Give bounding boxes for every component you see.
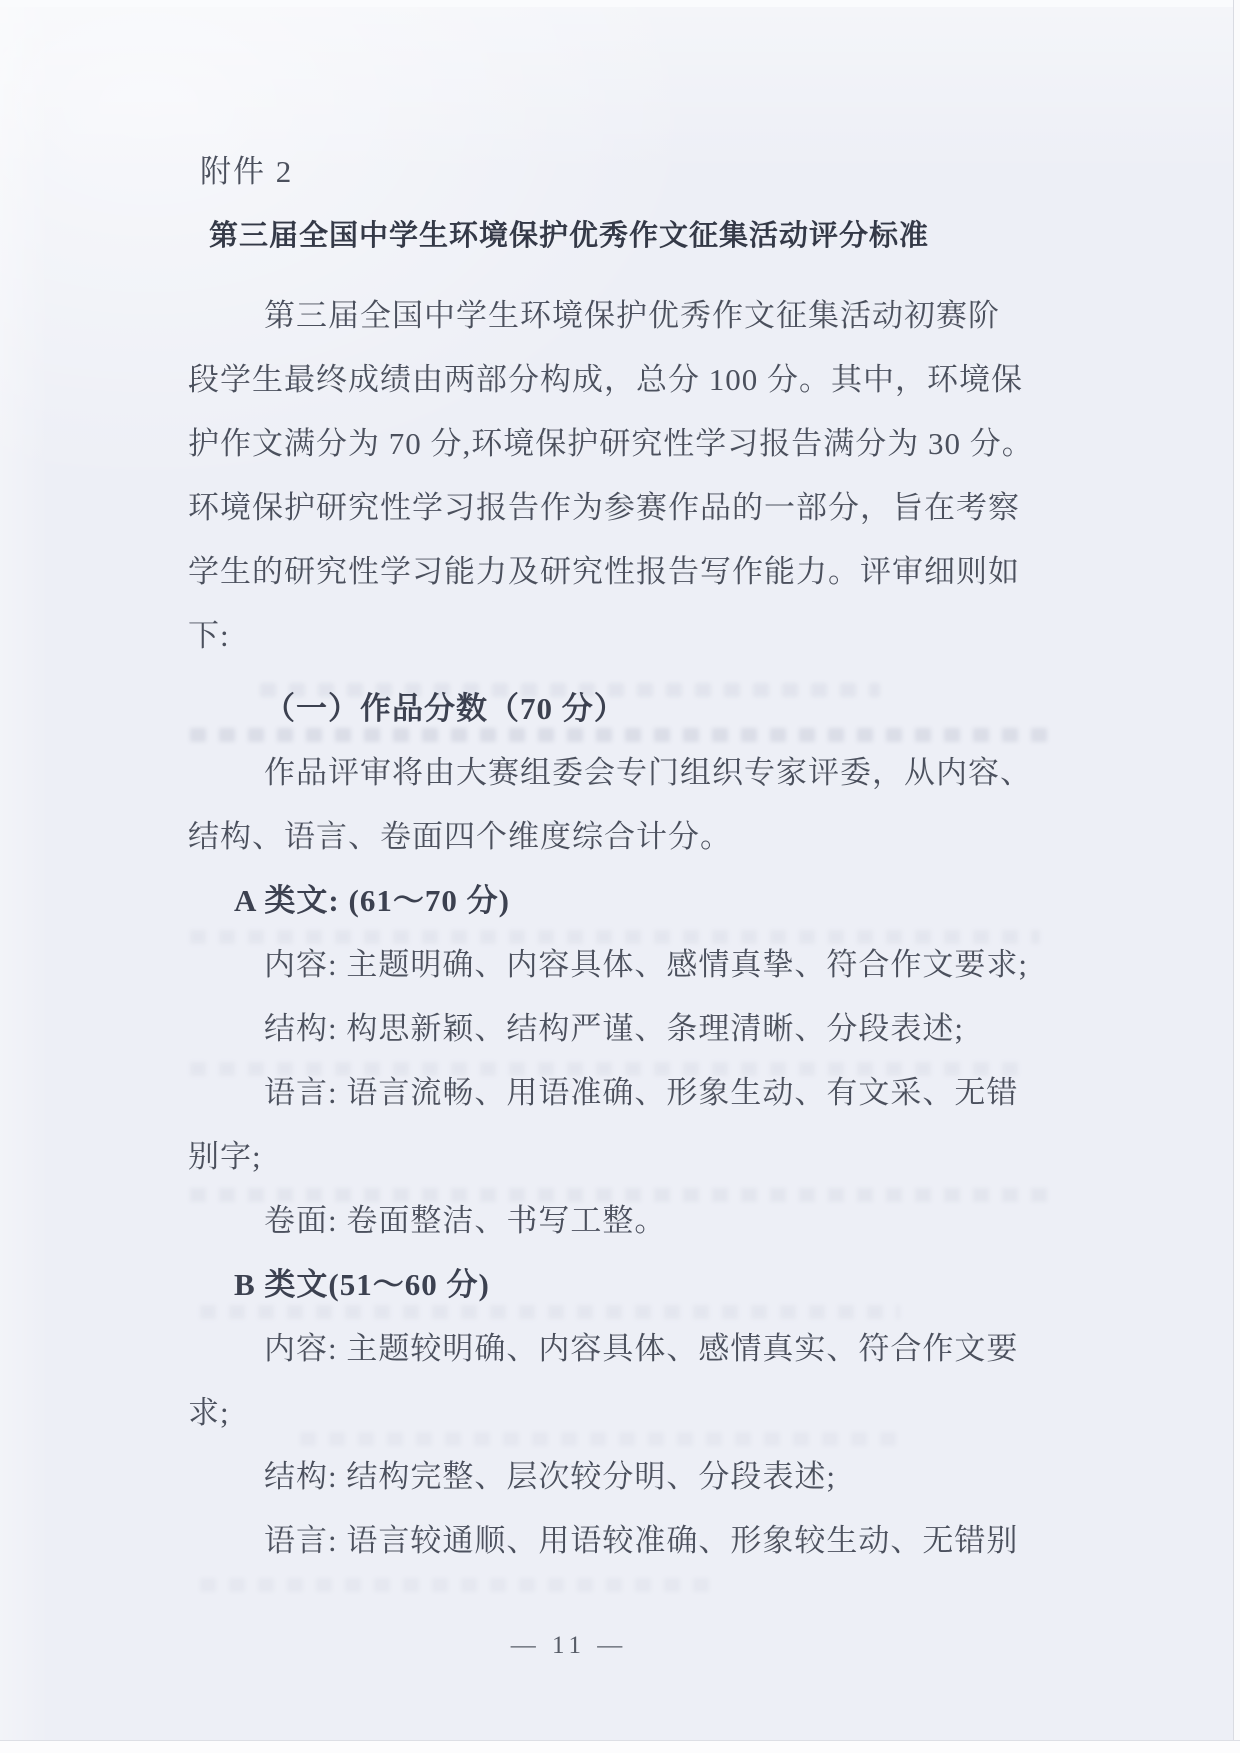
text-line: A 类文: (61～70 分) (234, 883, 510, 918)
text-line: 结构: 构思新颖、结构严谨、条理清晰、分段表述; (264, 1011, 964, 1046)
text-line: 内容: 主题较明确、内容具体、感情真实、符合作文要 (264, 1331, 1019, 1366)
document-title: 第三届全国中学生环境保护优秀作文征集活动评分标准 (208, 220, 929, 252)
text-line: 内容: 主题明确、内容具体、感情真挚、符合作文要求; (264, 947, 1028, 982)
text-line: 学生的研究性学习能力及研究性报告写作能力。评审细则如 (188, 554, 1020, 589)
text-column (188, 0, 1034, 1573)
text-line: 环境保护研究性学习报告作为参赛作品的一部分，旨在考察 (188, 490, 1020, 525)
text-line: 下: (188, 618, 230, 653)
text-line: B 类文(51～60 分) (234, 1267, 490, 1302)
text-line: 护作文满分为 70 分,环境保护研究性学习报告满分为 30 分。 (188, 426, 1034, 461)
text-line: 作品评审将由大赛组委会专门组织专家评委，从内容、 (264, 755, 1032, 790)
text-line: 求; (188, 1395, 230, 1430)
bleed-through-artifact (200, 1578, 720, 1592)
text-line: 语言: 语言流畅、用语准确、形象生动、有文采、无错 (264, 1075, 1019, 1110)
text-line: 语言: 语言较通顺、用语较准确、形象较生动、无错别 (264, 1523, 1019, 1558)
page-edge-bottom (0, 1740, 1240, 1753)
text-line: 第三届全国中学生环境保护优秀作文征集活动初赛阶 (264, 298, 1000, 333)
text-line: 结构: 结构完整、层次较分明、分段表述; (264, 1459, 836, 1494)
text-line: （一）作品分数（70 分） (264, 691, 626, 726)
page-number: — 11 — (510, 1632, 628, 1659)
text-line: 段学生最终成绩由两部分构成，总分 100 分。其中，环境保 (188, 362, 1023, 397)
text-line: 结构、语言、卷面四个维度综合计分。 (188, 819, 732, 854)
text-line: 别字; (188, 1139, 262, 1174)
attachment-label: 附件 2 (200, 154, 294, 189)
document-body (188, 284, 1034, 1573)
page-edge-right (1233, 0, 1240, 1753)
text-line: 卷面: 卷面整洁、书写工整。 (264, 1203, 667, 1238)
